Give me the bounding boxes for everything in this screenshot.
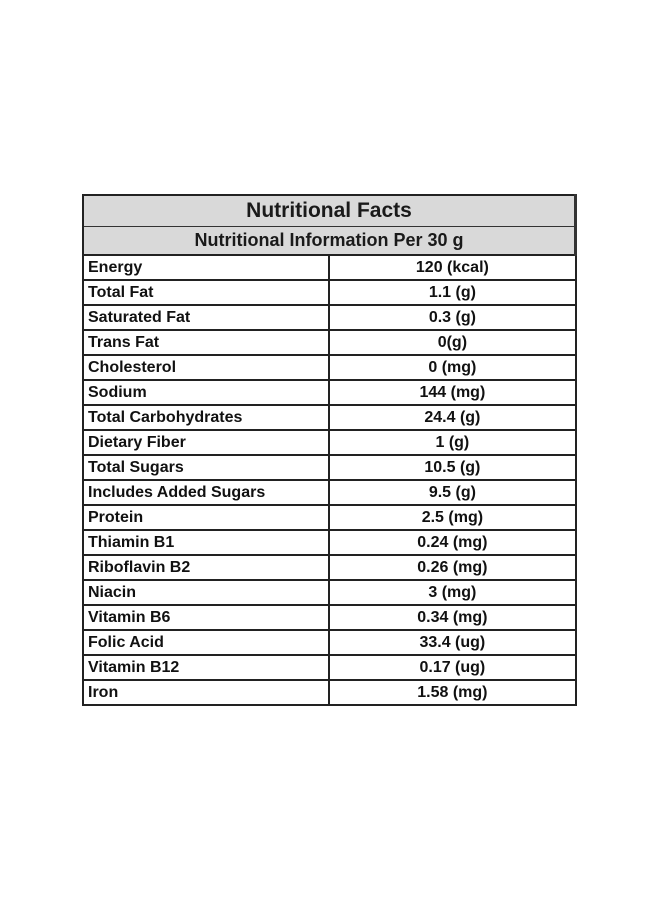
nutrient-name: Cholesterol: [83, 355, 329, 380]
table-row: [83, 480, 576, 505]
nutrient-name: Iron: [83, 680, 329, 705]
nutrient-value: 0.24 (mg): [329, 530, 575, 555]
nutrient-name: Vitamin B12: [83, 655, 329, 680]
nutrient-value: 10.5 (g): [329, 455, 575, 480]
table-row: [83, 555, 576, 580]
table-row: [83, 680, 576, 705]
table-row: [83, 580, 576, 605]
nutrient-value: 0(g): [329, 330, 575, 355]
table-row: [83, 505, 576, 530]
nutrient-value: 0.3 (g): [329, 305, 575, 330]
table-row: [83, 605, 576, 630]
table-row: [83, 455, 576, 480]
nutrient-value: 3 (mg): [329, 580, 575, 605]
table-subtitle: Nutritional Information Per 30 g: [83, 227, 576, 256]
table-row: [83, 330, 576, 355]
table-row: [83, 430, 576, 455]
nutrient-value: 0.17 (ug): [329, 655, 575, 680]
nutrient-value: 0 (mg): [329, 355, 575, 380]
nutrition-table: [82, 194, 577, 706]
nutrient-name: Niacin: [83, 580, 329, 605]
nutrient-value: 0.26 (mg): [329, 555, 575, 580]
nutrient-value: 1 (g): [329, 430, 575, 455]
nutrient-name: Total Carbohydrates: [83, 405, 329, 430]
nutrient-value: 1.1 (g): [329, 280, 575, 305]
nutrient-name: Energy: [83, 255, 329, 280]
table-title: Nutritional Facts: [83, 195, 576, 227]
nutrient-value: 120 (kcal): [329, 255, 575, 280]
table-row: [83, 355, 576, 380]
nutrient-name: Trans Fat: [83, 330, 329, 355]
table-row: [83, 280, 576, 305]
table-row: [83, 630, 576, 655]
table-row: [83, 255, 576, 280]
table-row: [83, 530, 576, 555]
nutrient-value: 24.4 (g): [329, 405, 575, 430]
nutrient-name: Total Sugars: [83, 455, 329, 480]
nutrient-name: Sodium: [83, 380, 329, 405]
nutrition-facts-panel: [82, 194, 577, 706]
table-row: [83, 405, 576, 430]
nutrient-value: 144 (mg): [329, 380, 575, 405]
nutrient-name: Thiamin B1: [83, 530, 329, 555]
table-row: [83, 305, 576, 330]
nutrient-name: Protein: [83, 505, 329, 530]
nutrient-value: 1.58 (mg): [329, 680, 575, 705]
subtitle-row: [83, 227, 576, 256]
table-row: [83, 655, 576, 680]
nutrient-value: 33.4 (ug): [329, 630, 575, 655]
nutrient-name: Folic Acid: [83, 630, 329, 655]
nutrient-value: 0.34 (mg): [329, 605, 575, 630]
table-row: [83, 380, 576, 405]
nutrient-name: Total Fat: [83, 280, 329, 305]
nutrient-value: 9.5 (g): [329, 480, 575, 505]
nutrient-name: Vitamin B6: [83, 605, 329, 630]
title-row: [83, 195, 576, 227]
nutrient-name: Riboflavin B2: [83, 555, 329, 580]
nutrient-name: Includes Added Sugars: [83, 480, 329, 505]
nutrient-name: Dietary Fiber: [83, 430, 329, 455]
nutrient-value: 2.5 (mg): [329, 505, 575, 530]
nutrient-name: Saturated Fat: [83, 305, 329, 330]
